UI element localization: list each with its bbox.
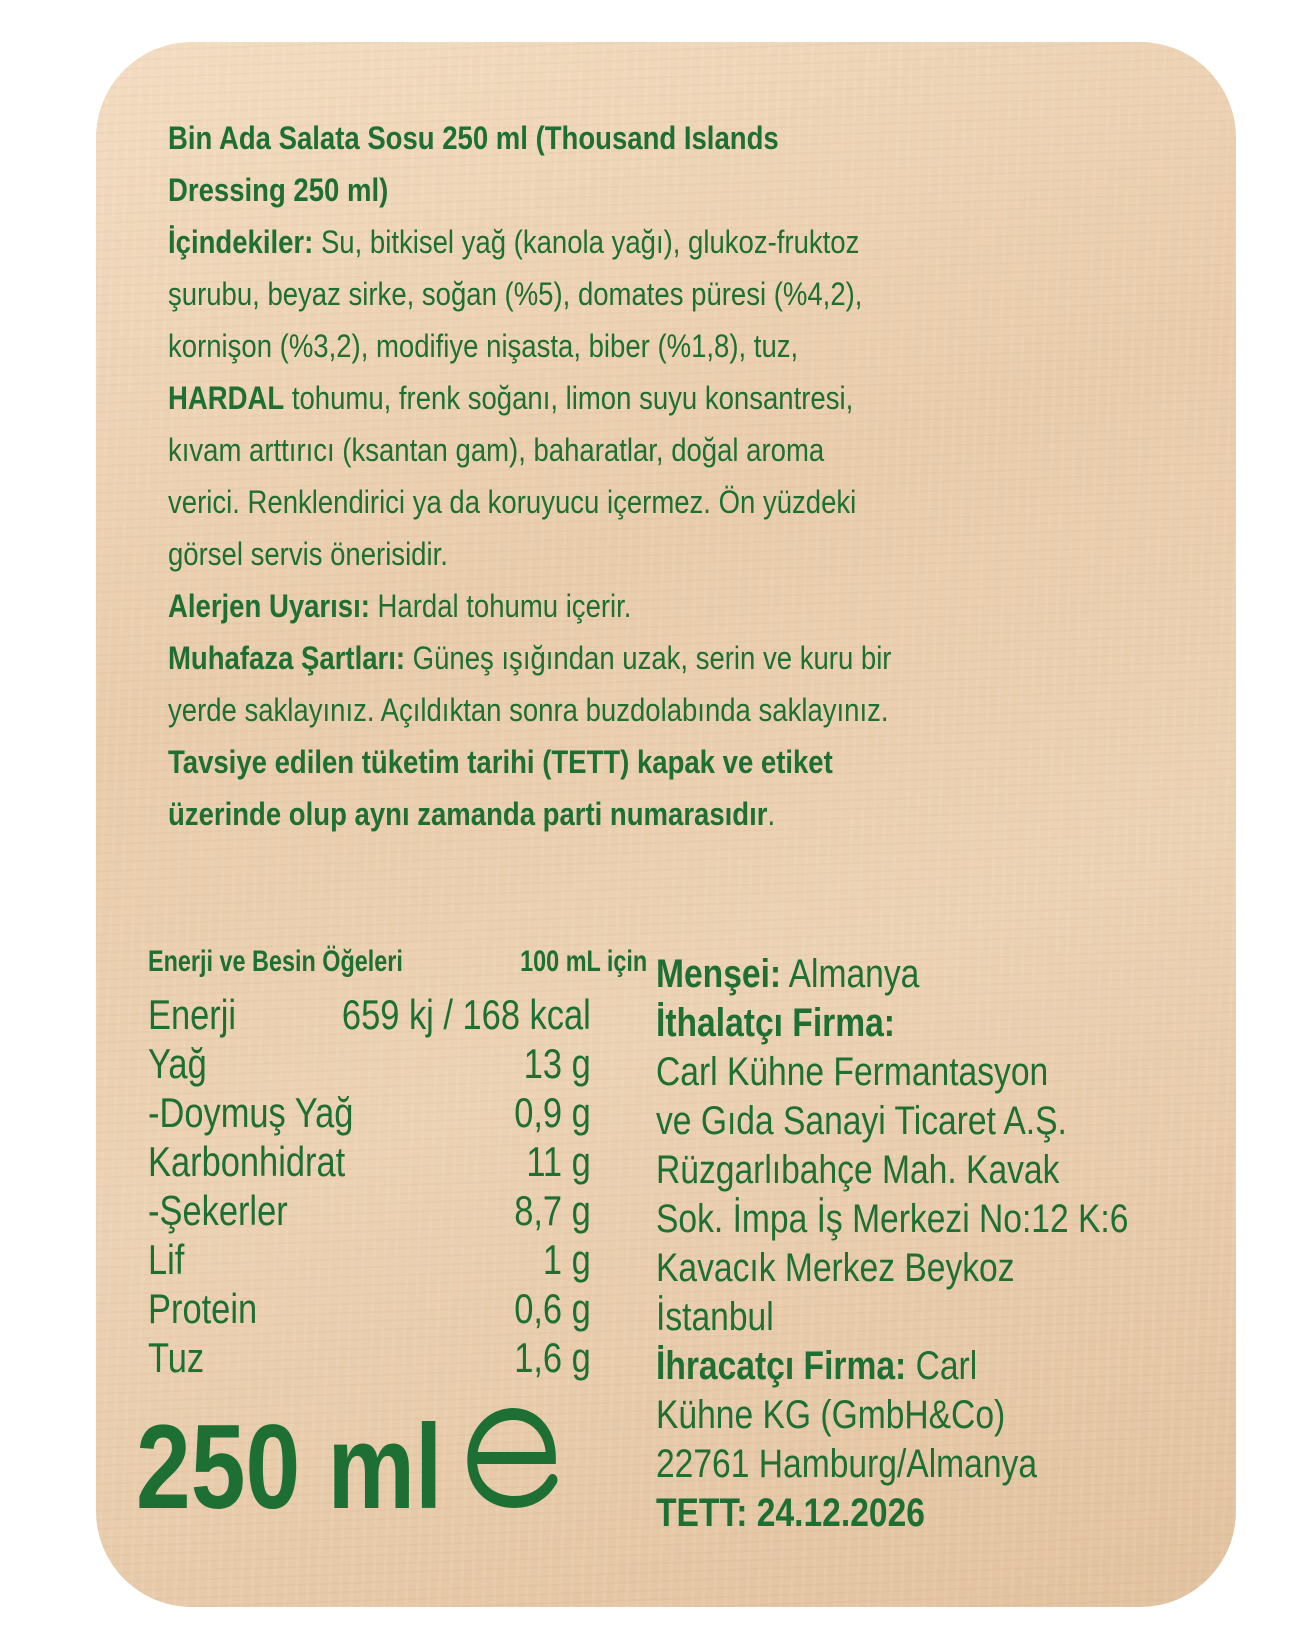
ingredients-line-3: kornişon (%3,2), modifiye nişasta, biber (%1,8), tuz, (168, 328, 799, 364)
nutrition-header-left: Enerji ve Besin Öğeleri (148, 945, 403, 978)
storage-label: Muhafaza Şartları: (168, 640, 406, 676)
tett-date: TETT: 24.12.2026 (656, 1491, 925, 1535)
table-row: -Doymuş Yağ 0,9 g (148, 1089, 591, 1136)
importer-line: İstanbul (656, 1295, 774, 1339)
importer-label: İthalatçı Firma: (656, 1001, 895, 1045)
nutrition-header (148, 942, 647, 982)
allergen-label: Alerjen Uyarısı: (168, 588, 370, 624)
ingredients-label: İçindekiler: (168, 224, 314, 260)
volume-mark (136, 1400, 562, 1534)
tett-note-line-1: Tavsiye edilen tüketim tarihi (TETT) kapak ve etiket (168, 744, 833, 780)
importer-line: ve Gıda Sanayi Ticaret A.Ş. (656, 1099, 1067, 1143)
exporter-line: 22761 Hamburg/Almanya (656, 1442, 1038, 1486)
storage-line-2: yerde saklayınız. Açıldıktan sonra buzdolabında saklayınız. (168, 692, 889, 728)
importer-line: Sok. İmpa İş Merkezi No:12 K:6 (656, 1197, 1129, 1241)
ingredients-line-5: kıvam arttırıcı (ksantan gam), baharatlar, doğal aroma (168, 432, 825, 468)
volume-text: 250 ml (136, 1400, 443, 1534)
allergen-warning: Alerjen Uyarısı: Hardal tohumu içerir. (168, 588, 632, 624)
table-row: Lif 1 g (148, 1236, 591, 1283)
allergen-highlight: HARDAL (168, 380, 285, 416)
product-title-line-2: Dressing 250 ml) (168, 172, 389, 208)
nutrition-table (148, 942, 708, 1382)
storage-line-1: Muhafaza Şartları: Güneş ışığından uzak, serin ve kuru bir (168, 640, 892, 676)
ingredients-line-7: görsel servis önerisidir. (168, 536, 448, 572)
label-text-block (168, 112, 1234, 840)
origin: Menşei: Almanya (656, 952, 920, 996)
nutrition-header-right: 100 mL için (520, 945, 648, 978)
ingredients-line-1: İçindekiler: Su, bitkisel yağ (kanola yağı), glukoz-fruktoz (168, 224, 860, 260)
exporter: İhracatçı Firma: Carl (656, 1344, 978, 1388)
exporter-line: Kühne KG (GmbH&Co) (656, 1393, 1006, 1437)
table-row: Tuz 1,6 g (148, 1334, 591, 1381)
importer-line: Kavacık Merkez Beykoz (656, 1246, 1015, 1290)
table-row: Enerji 659 kj / 168 kcal (148, 991, 591, 1038)
table-row: -Şekerler 8,7 g (148, 1187, 591, 1234)
product-label (96, 42, 1236, 1607)
tett-note-line-2: üzerinde olup aynı zamanda parti numarasıdır. (168, 796, 776, 832)
table-row: Yağ 13 g (148, 1040, 591, 1087)
e-mark-icon (464, 1407, 562, 1527)
ingredients-line-4: HARDAL tohumu, frenk soğanı, limon suyu konsantresi, (168, 380, 854, 416)
exporter-label: İhracatçı Firma: (656, 1344, 907, 1388)
origin-label: Menşei: (656, 952, 782, 996)
ingredients-line-6: verici. Renklendirici ya da koruyucu içermez. Ön yüzdeki (168, 484, 857, 520)
ingredients-line-2: şurubu, beyaz sirke, soğan (%5), domates püresi (%4,2), (168, 276, 863, 312)
product-title-line-1: Bin Ada Salata Sosu 250 ml (Thousand Islands (168, 120, 779, 156)
company-info (656, 950, 1160, 1538)
importer-line: Carl Kühne Fermantasyon (656, 1050, 1049, 1094)
table-row: Protein 0,6 g (148, 1285, 591, 1332)
importer-line: Rüzgarlıbahçe Mah. Kavak (656, 1148, 1060, 1192)
table-row: Karbonhidrat 11 g (148, 1138, 591, 1185)
